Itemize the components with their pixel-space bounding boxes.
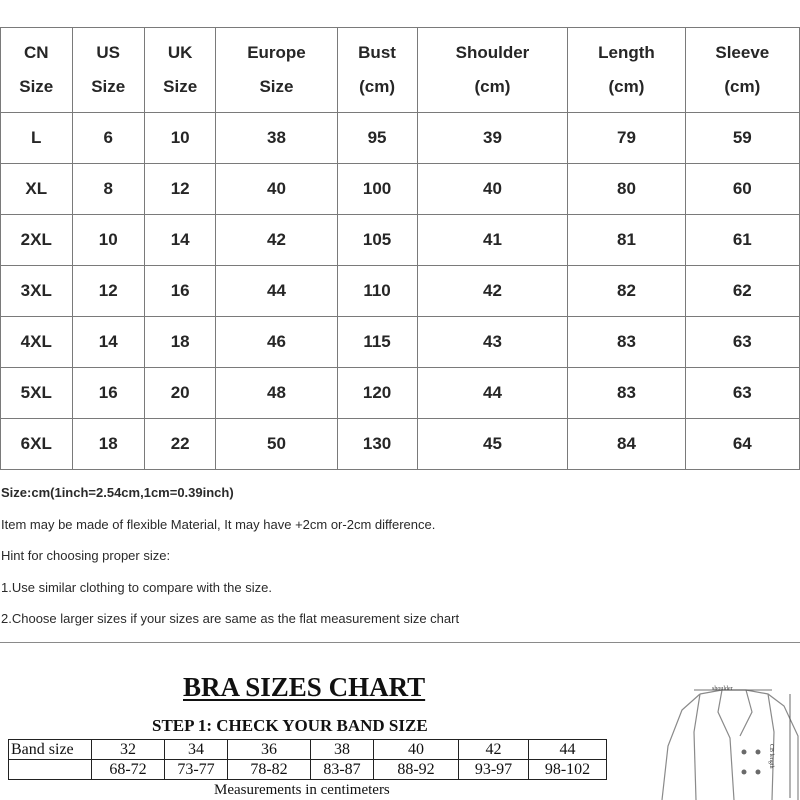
size-table-cell: 82 [568, 266, 685, 317]
size-table-row [1, 419, 800, 470]
note-hint-heading: Hint for choosing proper size: [1, 548, 171, 563]
note-hint-2: 2.Choose larger sizes if your sizes are same as the flat measurement size chart [1, 611, 460, 626]
band-measurement-cell: 73-77 [165, 760, 228, 780]
header-uk-size: UK Size [144, 28, 216, 113]
band-size-row [9, 740, 607, 760]
size-table-cell: 10 [72, 215, 144, 266]
size-table-row [1, 164, 800, 215]
band-size-cell: 34 [165, 740, 228, 760]
size-table-cell: 22 [144, 419, 216, 470]
size-table-cell: 40 [216, 164, 337, 215]
size-table-cell: 95 [337, 113, 417, 164]
size-table-cell: 115 [337, 317, 417, 368]
size-table-cell: 20 [144, 368, 216, 419]
size-table-row [1, 317, 800, 368]
size-table-cell: 81 [568, 215, 685, 266]
size-table-header-row [1, 28, 800, 113]
size-table-cell: 5XL [1, 368, 73, 419]
section-divider [0, 642, 800, 643]
size-table-cell: 83 [568, 368, 685, 419]
size-table-row [1, 113, 800, 164]
size-table-cell: 63 [685, 368, 799, 419]
size-table-cell: 64 [685, 419, 799, 470]
size-table-cell: 18 [72, 419, 144, 470]
size-table-cell: 8 [72, 164, 144, 215]
size-table-cell: 62 [685, 266, 799, 317]
size-table-cell: 38 [216, 113, 337, 164]
size-table-cell: 12 [144, 164, 216, 215]
size-table-cell: 59 [685, 113, 799, 164]
size-table-cell: 2XL [1, 215, 73, 266]
size-table-cell: 83 [568, 317, 685, 368]
size-table-cell: 40 [417, 164, 568, 215]
header-shoulder: Shoulder (cm) [417, 28, 568, 113]
size-table-cell: 80 [568, 164, 685, 215]
header-europe-size: Europe Size [216, 28, 337, 113]
size-table-cell: 44 [417, 368, 568, 419]
size-table-cell: L [1, 113, 73, 164]
size-table-row [1, 368, 800, 419]
band-measurement-cell: 68-72 [92, 760, 165, 780]
band-size-cell: 38 [311, 740, 374, 760]
note-hint-1: 1.Use similar clothing to compare with the size. [1, 579, 272, 595]
size-table-cell: 3XL [1, 266, 73, 317]
size-table-cell: 105 [337, 215, 417, 266]
measurement-unit-note: Measurements in centimeters [214, 782, 390, 798]
band-measurement-cell: 98-102 [529, 760, 607, 780]
size-table-cell: 41 [417, 215, 568, 266]
size-table-cell: 130 [337, 419, 417, 470]
size-table-cell: 18 [144, 317, 216, 368]
band-size-cell: 44 [529, 740, 607, 760]
size-table-cell: 16 [72, 368, 144, 419]
size-table-cell: 100 [337, 164, 417, 215]
jacket-sketch-icon [660, 676, 800, 800]
size-table-cell: 43 [417, 317, 568, 368]
header-us-size: US Size [72, 28, 144, 113]
band-size-label: Band size [9, 740, 92, 760]
band-measurement-cell: 88-92 [374, 760, 459, 780]
size-table-cell: 45 [417, 419, 568, 470]
header-bust: Bust (cm) [337, 28, 417, 113]
size-table-cell: 42 [417, 266, 568, 317]
size-table-cell: 4XL [1, 317, 73, 368]
size-table-cell: 39 [417, 113, 568, 164]
size-table-cell: 63 [685, 317, 799, 368]
size-table [0, 27, 800, 470]
note-material: Item may be made of flexible Material, It may have +2cm or-2cm difference. [1, 516, 436, 532]
size-table-row [1, 215, 800, 266]
size-table-cell: 14 [144, 215, 216, 266]
band-measurement-cell: 83-87 [311, 760, 374, 780]
band-size-cell: 32 [92, 740, 165, 760]
size-table-cell: 48 [216, 368, 337, 419]
bra-step-title: STEP 1: CHECK YOUR BAND SIZE [152, 716, 428, 735]
size-table-cell: 42 [216, 215, 337, 266]
band-size-cell: 40 [374, 740, 459, 760]
size-table-cell: 16 [144, 266, 216, 317]
band-size-cell: 42 [459, 740, 529, 760]
size-table-cell: 6XL [1, 419, 73, 470]
size-table-cell: XL [1, 164, 73, 215]
size-table-cell: 84 [568, 419, 685, 470]
size-table-cell: 10 [144, 113, 216, 164]
band-measurement-label-cell [9, 760, 92, 780]
header-cn-size: CN Size [1, 28, 73, 113]
size-table-cell: 110 [337, 266, 417, 317]
size-table-cell: 6 [72, 113, 144, 164]
size-table-cell: 44 [216, 266, 337, 317]
size-table-cell: 14 [72, 317, 144, 368]
size-table-cell: 60 [685, 164, 799, 215]
note-unit-conversion: Size:cm(1inch=2.54cm,1cm=0.39inch) [1, 485, 234, 500]
size-table-cell: 50 [216, 419, 337, 470]
header-length: Length (cm) [568, 28, 685, 113]
header-sleeve: Sleeve (cm) [685, 28, 799, 113]
band-measurement-cell: 93-97 [459, 760, 529, 780]
garment-length-label: CB length [768, 744, 774, 769]
band-measurement-cell: 78-82 [228, 760, 311, 780]
size-table-row [1, 266, 800, 317]
band-size-cell: 36 [228, 740, 311, 760]
size-table-cell: 79 [568, 113, 685, 164]
band-size-table [8, 739, 607, 780]
garment-shoulder-label: shoulder [712, 686, 733, 692]
band-measurement-row [9, 760, 607, 780]
size-table-cell: 61 [685, 215, 799, 266]
size-notes [1, 484, 791, 642]
size-table-cell: 12 [72, 266, 144, 317]
bra-chart-title: BRA SIZES CHART [183, 672, 426, 702]
size-table-cell: 120 [337, 368, 417, 419]
size-table-cell: 46 [216, 317, 337, 368]
